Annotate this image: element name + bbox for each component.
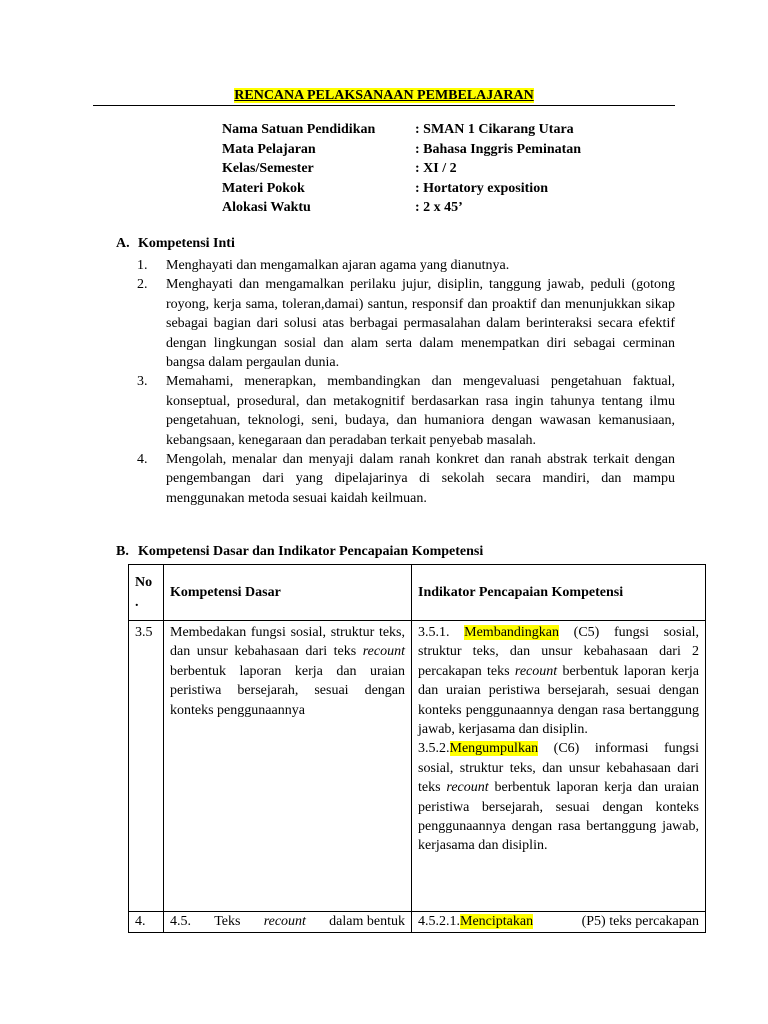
- kompetensi-inti-list: [137, 256, 675, 508]
- section-a-heading: [116, 235, 235, 253]
- info-value: : SMAN 1 Cikarang Utara: [415, 122, 574, 137]
- document-title: RENCANA PELAKSANAAN PEMBELAJARAN: [234, 88, 534, 103]
- indikator-cell: 4.5.2.1.Menciptakan (P5) teks percakapan: [412, 912, 706, 933]
- info-value: : 2 x 45’: [415, 200, 463, 215]
- indicator-3-5-2: 3.5.2.Mengumpulkan (C6) informasi fungsi sosial, struktur teks, dan unsur kebahasaan dari teks recount berbentuk laporan kerja dan uraian peristiwa bersejarah, sesuai dengan konteks penggunaannya dengan rasa bertanggung jawab, kerjasama dan disiplin.: [418, 741, 699, 854]
- list-item: [137, 256, 675, 275]
- list-item: [137, 450, 675, 508]
- info-value: : Bahasa Inggris Peminatan: [415, 141, 582, 157]
- section-title: Kompetensi Dasar dan Indikator Pencapaian Kompetensi: [138, 544, 484, 559]
- list-number: 2.: [137, 277, 148, 293]
- header-kompetensi-dasar: Kompetensi Dasar: [164, 565, 412, 621]
- info-label: Materi Pokok: [222, 180, 305, 196]
- info-label: Nama Satuan Pendidikan: [222, 122, 376, 137]
- indicator-3-5-1: 3.5.1. Membandingkan (C5) fungsi sosial, struktur teks, dan unsur kebahasaan dari 2 percakapan teks recount berbentuk laporan kerja dan uraian peristiwa bersejarah, sesuai dengan konteks penggunaannya dengan rasa bertanggung jawab, kerjasama dan disiplin.: [418, 625, 700, 738]
- table-row: [129, 912, 706, 933]
- info-row: [222, 159, 662, 179]
- info-value: : XI / 2: [415, 161, 457, 176]
- kompetensi-dasar-cell: Membedakan fungsi sosial, struktur teks, dan unsur kebahasaan dari teks recount berbentuk laporan kerja dan uraian peristiwa bersejarah, sesuai dengan konteks penggunaannya: [164, 621, 412, 912]
- competency-table: [128, 564, 706, 933]
- table-header-row: [129, 565, 706, 621]
- row-number: 4.: [129, 912, 164, 933]
- kompetensi-dasar-cell: 4.5. Teks recount dalam bentuk: [164, 912, 412, 933]
- info-label: Mata Pelajaran: [222, 141, 316, 157]
- header-indikator: Indikator Pencapaian Kompetensi: [412, 565, 706, 621]
- header-divider: [93, 105, 675, 106]
- section-title: Kompetensi Inti: [138, 236, 235, 251]
- list-text: Memahami, menerapkan, membandingkan dan mengevaluasi pengetahuan faktual, konseptual, prosedural, dan metakognitif berdasarkan rasa ingin tahunya tentang ilmu pengetahuan, teknologi, seni, budaya, dan humaniora dengan wawasan kemanusiaan, kebangsaan, kenegaraan dan peradaban terkait penyebab masalah.: [166, 374, 675, 448]
- list-item: [137, 275, 675, 372]
- list-item: [137, 372, 675, 450]
- list-text: Menghayati dan mengamalkan ajaran agama yang dianutnya.: [166, 258, 510, 273]
- header-no: No .: [129, 565, 164, 621]
- list-text: Menghayati dan mengamalkan perilaku jujur, disiplin, tanggung jawab, peduli (gotong royong, kerja sama, toleran,damai) santun, responsif dan proaktif dan menunjukkan sikap sebagai bagian dari solusi atas berbagai permasalahan dalam berinteraksi secara efektif dengan lingkungan sosial dan alam serta dalam menempatkan diri sebagai cerminan bangsa dalam pergaulan dunia.: [166, 277, 675, 371]
- list-text: Mengolah, menalar dan menyaji dalam ranah konkret dan ranah abstrak terkait dengan pengembangan dari yang dipelajarinya di sekolah secara mandiri, dan mampu menggunakan metoda sesuai kaidah keilmuan.: [166, 452, 675, 506]
- table-row: [129, 621, 706, 912]
- row-number: 3.5: [129, 621, 164, 912]
- section-b-heading: [116, 543, 483, 561]
- info-value: : Hortatory exposition: [415, 180, 548, 196]
- info-row: [222, 179, 662, 199]
- info-row: [222, 198, 662, 218]
- info-block: [222, 120, 662, 218]
- info-label: Kelas/Semester: [222, 161, 314, 176]
- list-number: 1.: [137, 258, 148, 273]
- info-row: [222, 120, 662, 140]
- indikator-cell: [412, 621, 706, 912]
- list-number: 3.: [137, 374, 148, 390]
- highlighted-verb: Membandingkan: [464, 625, 560, 640]
- info-label: Alokasi Waktu: [222, 200, 311, 215]
- section-letter: A.: [116, 236, 130, 251]
- section-letter: B.: [116, 544, 129, 559]
- highlighted-verb: Menciptakan: [460, 914, 534, 929]
- highlighted-verb: Mengumpulkan: [449, 741, 539, 757]
- list-number: 4.: [137, 452, 148, 468]
- info-row: [222, 140, 662, 160]
